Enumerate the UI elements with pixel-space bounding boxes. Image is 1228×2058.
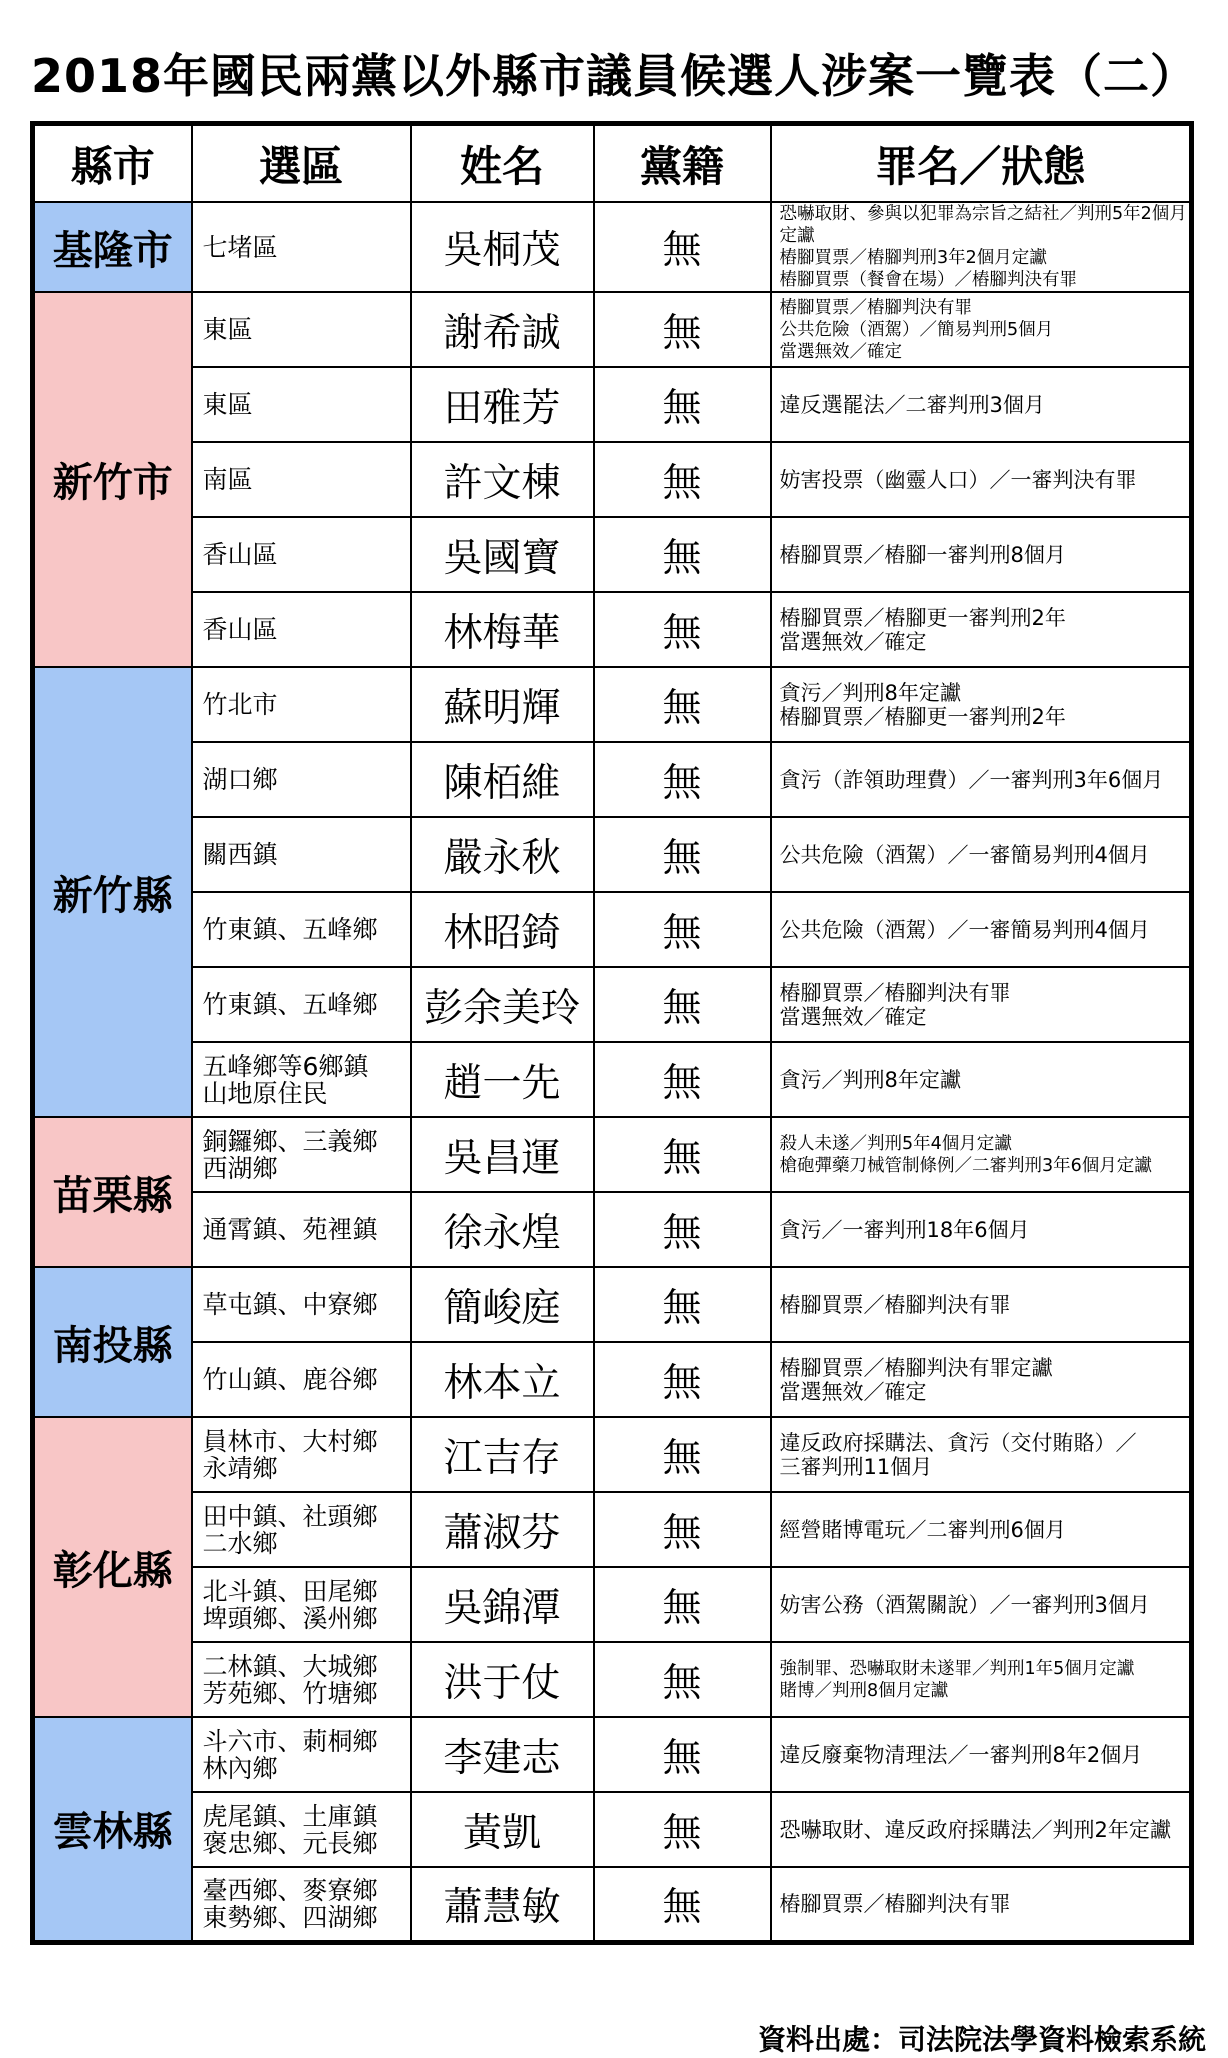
charge-cell: 樁腳買票／樁腳一審判刑8個月 [771, 517, 1192, 592]
name-cell: 林梅華 [411, 592, 594, 667]
party-cell: 無 [594, 202, 771, 292]
table-row [33, 1492, 1192, 1567]
charge-cell: 貪污／判刑8年定讞 [771, 1042, 1192, 1117]
table-row [33, 1117, 1192, 1192]
header-district: 選區 [192, 124, 411, 203]
district-cell: 草屯鎮、中寮鄉 [192, 1267, 411, 1342]
name-cell: 趙一先 [411, 1042, 594, 1117]
charge-cell: 違反廢棄物清理法／一審判刑8年2個月 [771, 1717, 1192, 1792]
table-row [33, 592, 1192, 667]
table-row [33, 292, 1192, 367]
party-cell: 無 [594, 1117, 771, 1192]
party-cell: 無 [594, 892, 771, 967]
header-charge: 罪名／狀態 [771, 124, 1192, 203]
charge-cell: 公共危險（酒駕）／一審簡易判刑4個月 [771, 892, 1192, 967]
charge-cell: 樁腳買票／樁腳判決有罪 當選無效／確定 [771, 967, 1192, 1042]
charge-cell: 樁腳買票／樁腳判決有罪 公共危險（酒駕）／簡易判刑5個月 當選無效／確定 [771, 292, 1192, 367]
district-cell: 竹東鎮、五峰鄉 [192, 967, 411, 1042]
table-row [33, 667, 1192, 742]
charge-cell: 殺人未遂／判刑5年4個月定讞 槍砲彈藥刀械管制條例／二審判刑3年6個月定讞 [771, 1117, 1192, 1192]
party-cell: 無 [594, 1792, 771, 1867]
header-name: 姓名 [411, 124, 594, 203]
name-cell: 黃凱 [411, 1792, 594, 1867]
table-row [33, 1042, 1192, 1117]
county-cell-yunlin: 雲林縣 [33, 1717, 192, 1942]
charge-cell: 貪污（詐領助理費）／一審判刑3年6個月 [771, 742, 1192, 817]
party-cell: 無 [594, 667, 771, 742]
name-cell: 徐永煌 [411, 1192, 594, 1267]
party-cell: 無 [594, 1717, 771, 1792]
district-cell: 香山區 [192, 517, 411, 592]
table-row [33, 817, 1192, 892]
candidate-table [30, 121, 1194, 1945]
name-cell: 洪于仗 [411, 1642, 594, 1717]
table-row [33, 1717, 1192, 1792]
party-cell: 無 [594, 1192, 771, 1267]
charge-cell: 貪污／一審判刑18年6個月 [771, 1192, 1192, 1267]
district-cell: 南區 [192, 442, 411, 517]
name-cell: 吳昌運 [411, 1117, 594, 1192]
party-cell: 無 [594, 442, 771, 517]
district-cell: 二林鎮、大城鄉 芳苑鄉、竹塘鄉 [192, 1642, 411, 1717]
table-header-row [33, 124, 1192, 203]
name-cell: 蕭淑芬 [411, 1492, 594, 1567]
table-row [33, 967, 1192, 1042]
table-row [33, 1342, 1192, 1417]
name-cell: 吳國寶 [411, 517, 594, 592]
party-cell: 無 [594, 1642, 771, 1717]
district-cell: 關西鎮 [192, 817, 411, 892]
party-cell: 無 [594, 1042, 771, 1117]
charge-cell: 強制罪、恐嚇取財未遂罪／判刑1年5個月定讞 賭博／判刑8個月定讞 [771, 1642, 1192, 1717]
charge-cell: 恐嚇取財、參與以犯罪為宗旨之結社／判刑5年2個月定讞 樁腳買票／樁腳判刑3年2個月定讞 樁腳買票（餐會在場）／樁腳判決有罪 [771, 202, 1192, 292]
header-party: 黨籍 [594, 124, 771, 203]
name-cell: 林本立 [411, 1342, 594, 1417]
name-cell: 林昭錡 [411, 892, 594, 967]
district-cell: 東區 [192, 292, 411, 367]
name-cell: 簡峻庭 [411, 1267, 594, 1342]
charge-cell: 貪污／判刑8年定讞 樁腳買票／樁腳更一審判刑2年 [771, 667, 1192, 742]
district-cell: 銅鑼鄉、三義鄉 西湖鄉 [192, 1117, 411, 1192]
name-cell: 田雅芳 [411, 367, 594, 442]
header-county: 縣市 [33, 124, 192, 203]
party-cell: 無 [594, 592, 771, 667]
table-row [33, 892, 1192, 967]
page-title: 2018年國民兩黨以外縣市議員候選人涉案一覽表（二） [30, 49, 1198, 103]
county-cell-changhua: 彰化縣 [33, 1417, 192, 1717]
name-cell: 吳桐茂 [411, 202, 594, 292]
name-cell: 江吉存 [411, 1417, 594, 1492]
name-cell: 蕭慧敏 [411, 1867, 594, 1942]
name-cell: 吳錦潭 [411, 1567, 594, 1642]
table-row [33, 1267, 1192, 1342]
table-row [33, 1192, 1192, 1267]
table-row [33, 202, 1192, 292]
district-cell: 竹北市 [192, 667, 411, 742]
party-cell: 無 [594, 1867, 771, 1942]
table-row [33, 1567, 1192, 1642]
district-cell: 田中鎮、社頭鄉 二水鄉 [192, 1492, 411, 1567]
name-cell: 謝希誠 [411, 292, 594, 367]
name-cell: 彭余美玲 [411, 967, 594, 1042]
table-row [33, 1792, 1192, 1867]
name-cell: 蘇明輝 [411, 667, 594, 742]
party-cell: 無 [594, 817, 771, 892]
district-cell: 五峰鄉等6鄉鎮 山地原住民 [192, 1042, 411, 1117]
county-cell-keelung: 基隆市 [33, 202, 192, 292]
district-cell: 竹東鎮、五峰鄉 [192, 892, 411, 967]
charge-cell: 樁腳買票／樁腳判決有罪 [771, 1267, 1192, 1342]
party-cell: 無 [594, 292, 771, 367]
county-cell-hsinchu-city: 新竹市 [33, 292, 192, 667]
county-cell-miaoli: 苗栗縣 [33, 1117, 192, 1267]
district-cell: 七堵區 [192, 202, 411, 292]
source-note: 資料出處：司法院法學資料檢索系統 [757, 2023, 1206, 2056]
district-cell: 東區 [192, 367, 411, 442]
table-row [33, 1417, 1192, 1492]
district-cell: 通霄鎮、苑裡鎮 [192, 1192, 411, 1267]
district-cell: 北斗鎮、田尾鄉 埤頭鄉、溪州鄉 [192, 1567, 411, 1642]
county-cell-nantou: 南投縣 [33, 1267, 192, 1417]
table-row [33, 367, 1192, 442]
charge-cell: 恐嚇取財、違反政府採購法／判刑2年定讞 [771, 1792, 1192, 1867]
district-cell: 竹山鎮、鹿谷鄉 [192, 1342, 411, 1417]
charge-cell: 妨害投票（幽靈人口）／一審判決有罪 [771, 442, 1192, 517]
charge-cell: 樁腳買票／樁腳更一審判刑2年 當選無效／確定 [771, 592, 1192, 667]
table-row [33, 742, 1192, 817]
district-cell: 湖口鄉 [192, 742, 411, 817]
charge-cell: 妨害公務（酒駕關說）／一審判刑3個月 [771, 1567, 1192, 1642]
county-cell-hsinchu-county: 新竹縣 [33, 667, 192, 1117]
name-cell: 許文棟 [411, 442, 594, 517]
table-row [33, 517, 1192, 592]
name-cell: 李建志 [411, 1717, 594, 1792]
table-row [33, 442, 1192, 517]
district-cell: 虎尾鎮、土庫鎮 褒忠鄉、元長鄉 [192, 1792, 411, 1867]
party-cell: 無 [594, 517, 771, 592]
district-cell: 斗六市、莿桐鄉 林內鄉 [192, 1717, 411, 1792]
charge-cell: 樁腳買票／樁腳判決有罪 [771, 1867, 1192, 1942]
party-cell: 無 [594, 1567, 771, 1642]
table-row [33, 1642, 1192, 1717]
name-cell: 嚴永秋 [411, 817, 594, 892]
party-cell: 無 [594, 742, 771, 817]
district-cell: 員林市、大村鄉 永靖鄉 [192, 1417, 411, 1492]
party-cell: 無 [594, 367, 771, 442]
charge-cell: 經營賭博電玩／二審判刑6個月 [771, 1492, 1192, 1567]
table-row [33, 1867, 1192, 1942]
charge-cell: 公共危險（酒駕）／一審簡易判刑4個月 [771, 817, 1192, 892]
party-cell: 無 [594, 1267, 771, 1342]
district-cell: 香山區 [192, 592, 411, 667]
charge-cell: 違反政府採購法、貪污（交付賄賂）／ 三審判刑11個月 [771, 1417, 1192, 1492]
party-cell: 無 [594, 1492, 771, 1567]
party-cell: 無 [594, 1417, 771, 1492]
charge-cell: 樁腳買票／樁腳判決有罪定讞 當選無效／確定 [771, 1342, 1192, 1417]
charge-cell: 違反選罷法／二審判刑3個月 [771, 367, 1192, 442]
party-cell: 無 [594, 1342, 771, 1417]
party-cell: 無 [594, 967, 771, 1042]
district-cell: 臺西鄉、麥寮鄉 東勢鄉、四湖鄉 [192, 1867, 411, 1942]
name-cell: 陳栢維 [411, 742, 594, 817]
